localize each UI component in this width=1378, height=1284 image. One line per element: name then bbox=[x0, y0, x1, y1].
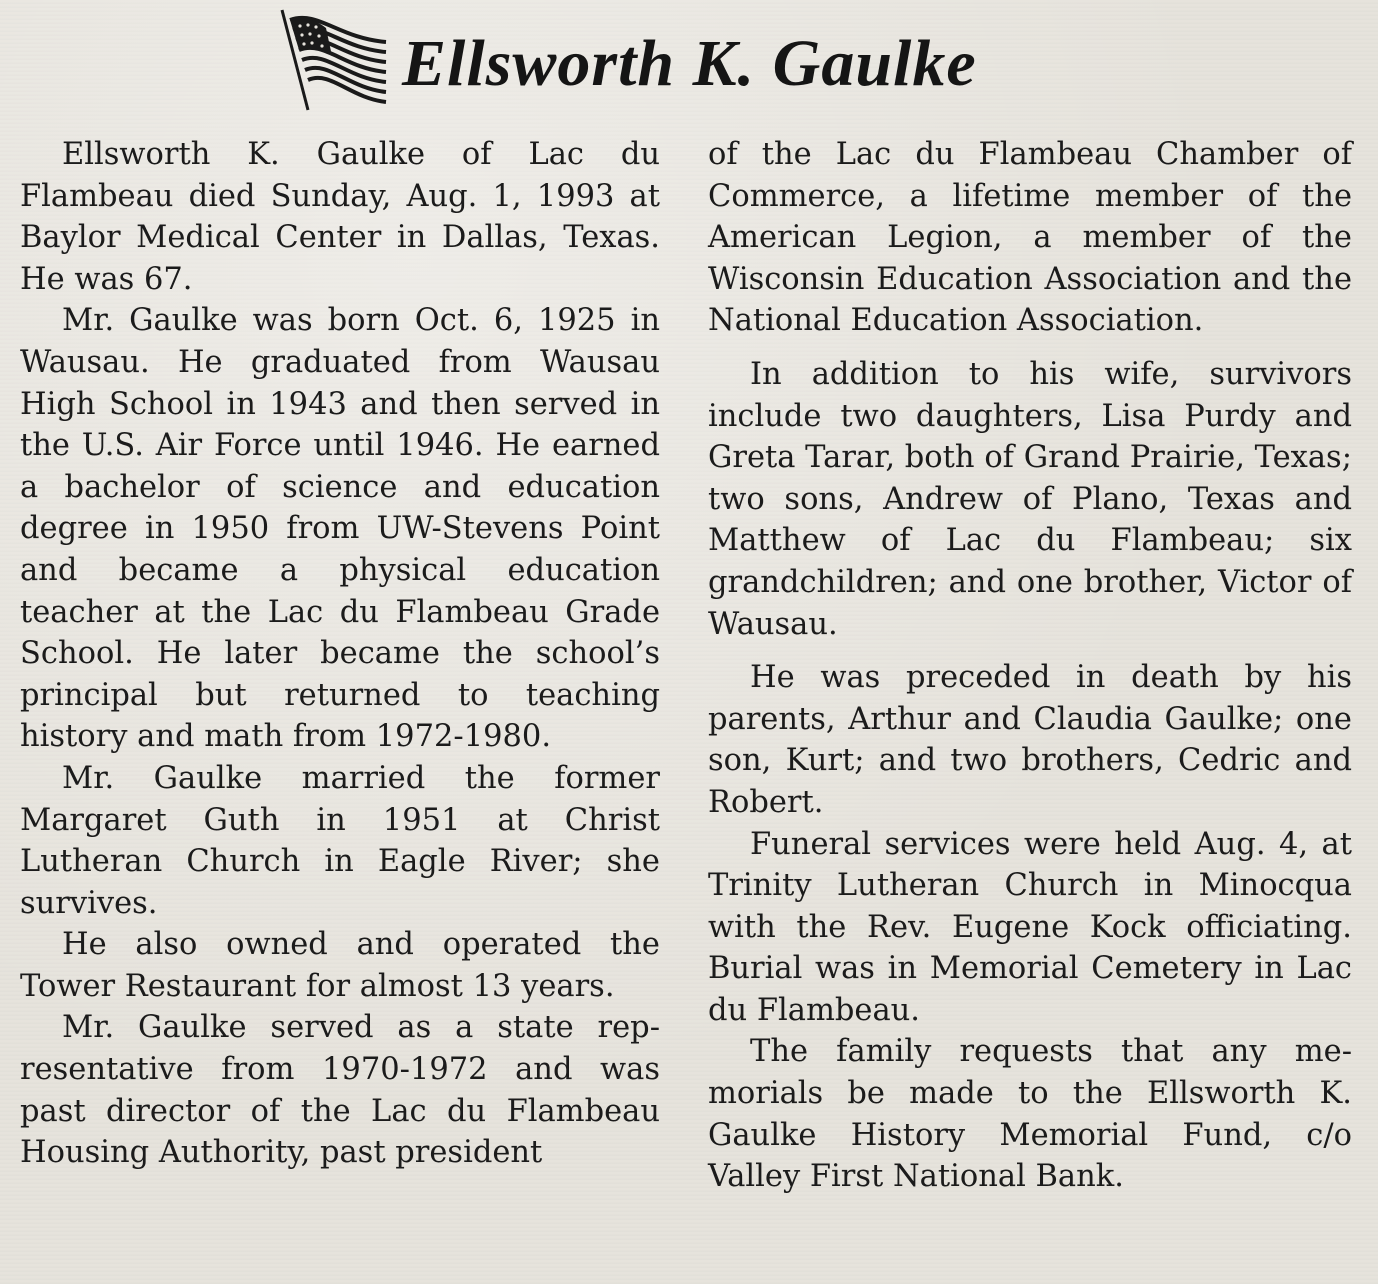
paragraph-memberships: of the Lac du Flambeau Chamber of Commerce, a lifetime member of the American Legion, a member of the Wisconsin Education Association and the National Education Association. bbox=[708, 137, 1352, 339]
paragraph-memorials: The family requests that any memorials be made to the Ellsworth K. Gaulke History Memorial Fund, c/o Valley First National Bank. bbox=[708, 1034, 1352, 1195]
american-flag-icon bbox=[278, 8, 390, 112]
paragraph-restaurant: He also owned and operated the Tower Restaurant for almost 13 years. bbox=[20, 927, 660, 1004]
left-column bbox=[20, 134, 660, 1174]
paragraph-death-notice: Ellsworth K. Gaulke of Lac du Flambeau died Sunday, Aug. 1, 1993 at Baylor Medical Center in Dallas, Texas. He was 67. bbox=[20, 137, 660, 297]
obituary-title: Ellsworth K. Gaulke bbox=[402, 27, 977, 100]
obituary-header bbox=[278, 8, 1078, 128]
paragraph-biography: Mr. Gaulke was born Oct. 6, 1925 in Wausau. He graduated from Wausau High School in 1943 and then served in the U.S. Air Force until 1946. He earned a bachelor of science and education degree in 1950 from UW-Stevens Point and became a physical education teacher at the Lac du Flambeau Grade School. He later became the school’s principal but returned to teaching history and math from 1972-1980. bbox=[20, 303, 660, 755]
paragraph-funeral-services: Funeral services were held Aug. 4, at Trinity Lutheran Church in Minocqua with the Rev. Eugene Kock officiating. Burial was in Memorial Cemetery in Lac du Flambeau. bbox=[708, 826, 1352, 1028]
paragraph-marriage: Mr. Gaulke married the former Margaret Guth in 1951 at Christ Lutheran Church in Eagle River; she survives. bbox=[20, 760, 660, 921]
right-column bbox=[708, 134, 1352, 1198]
paragraph-public-service: Mr. Gaulke served as a state representative from 1970-1972 and was past director of the Lac du Flambeau Housing Authority, past president bbox=[20, 1010, 660, 1171]
paragraph-survivors: In addition to his wife, survivors include two daughters, Lisa Purdy and Greta Tarar, both of Grand Prairie, Texas; two sons, Andrew of Plano, Texas and Matthew of Lac du Flambeau; six grandchildren; and one brother, Victor of Wausau. bbox=[708, 356, 1352, 642]
paragraph-preceded-in-death: He was preceded in death by his parents, Arthur and Claudia Gaulke; one son, Kurt; and two brothers, Cedric and Robert. bbox=[708, 660, 1352, 820]
